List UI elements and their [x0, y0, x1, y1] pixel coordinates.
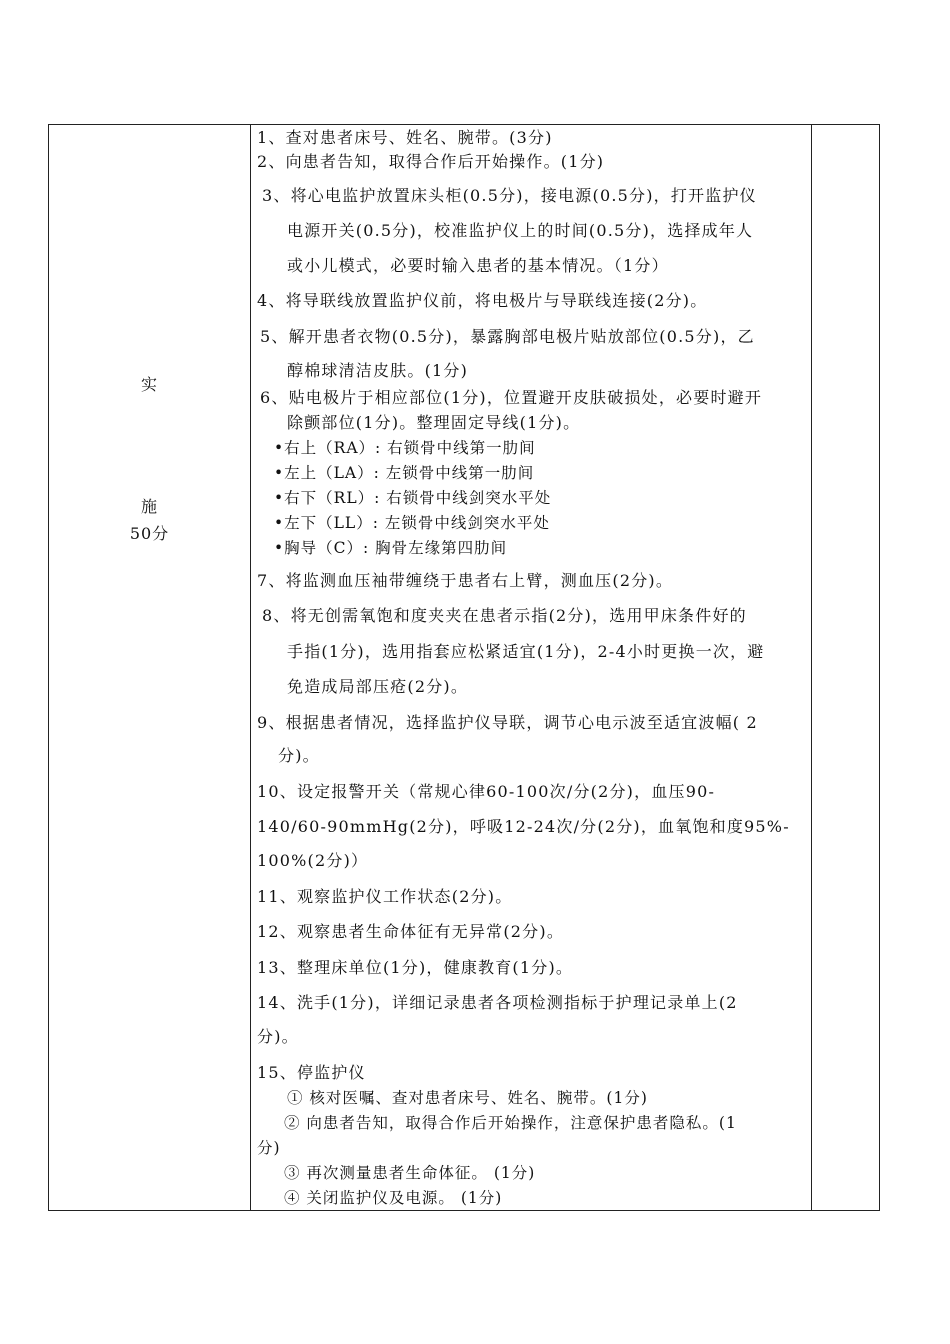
sub-step-line: ① 核对医嘱、查对患者床号、姓名、腕带。(1分) [287, 1089, 648, 1107]
step-line: 电源开关(0.5分)，校准监护仪上的时间(0.5分)，选择成年人 [287, 221, 754, 240]
step-line: 5、解开患者衣物(0.5分)，暴露胸部电极片贴放部位(0.5分)，乙 [260, 327, 755, 346]
sub-step-line: ④ 关闭监护仪及电源。 (1分) [284, 1189, 503, 1207]
step-line: 140/60-90mmHg(2分)，呼吸12-24次/分(2分)，血氧饱和度95%- [257, 817, 790, 836]
step-line: 或小儿模式，必要时输入患者的基本情况。（1分） [287, 256, 669, 275]
step-line: 2、向患者告知，取得合作后开始操作。(1分) [257, 152, 605, 171]
step-line: 14、洗手(1分)，详细记录患者各项检测指标于护理记录单上(2 [257, 993, 738, 1012]
sub-step-line: ③ 再次测量患者生命体征。 (1分) [284, 1164, 536, 1182]
step-line: 分)。 [278, 746, 320, 765]
sub-step-line: 分) [257, 1139, 281, 1157]
step-line: 1、查对患者床号、姓名、腕带。(3分) [257, 128, 553, 147]
column-divider [250, 125, 251, 1210]
step-line: 8、将无创需氧饱和度夹夹在患者示指(2分)，选用甲床条件好的 [262, 606, 747, 625]
electrode-item: •胸导（C）: 胸骨左缘第四肋间 [274, 539, 508, 557]
step-line: 手指(1分)，选用指套应松紧适宜(1分)，2-4小时更换一次，避 [287, 642, 765, 661]
section-label-cell [49, 125, 250, 1210]
step-line: 6、贴电极片于相应部位(1分)，位置避开皮肤破损处，必要时避开 [260, 388, 763, 407]
step-line: 3、将心电监护放置床头柜(0.5分)，接电源(0.5分)，打开监护仪 [262, 186, 757, 205]
electrode-item: •右下（RL）: 右锁骨中线剑突水平处 [274, 489, 552, 507]
step-line: 免造成局部压疮(2分)。 [287, 677, 469, 696]
step-line: 除颤部位(1分)。整理固定导线(1分)。 [287, 413, 581, 432]
step-line: 10、设定报警开关（常规心律60-100次/分(2分)，血压90- [257, 782, 716, 801]
section-label-char: 施 [140, 497, 158, 516]
step-line: 7、将监测血压袖带缠绕于患者右上臂，测血压(2分)。 [257, 571, 674, 590]
step-line: 醇棉球清洁皮肤。(1分) [287, 361, 469, 380]
step-line: 13、整理床单位(1分)，健康教育(1分)。 [257, 958, 574, 977]
electrode-item: •左上（LA）: 左锁骨中线第一肋间 [274, 464, 535, 482]
step-line: 12、观察患者生命体征有无异常(2分)。 [257, 922, 565, 941]
step-line: 100%(2分)） [257, 851, 369, 870]
section-score: 50分 [129, 524, 170, 543]
step-line: 11、观察监护仪工作状态(2分)。 [257, 887, 513, 906]
column-divider [811, 125, 812, 1210]
electrode-item: •右上（RA）: 右锁骨中线第一肋间 [274, 439, 536, 457]
section-label-char: 实 [140, 375, 158, 394]
sub-step-line: ② 向患者告知，取得合作后开始操作，注意保护患者隐私。(1 [284, 1114, 737, 1132]
step-line: 15、停监护仪 [257, 1063, 366, 1082]
electrode-item: •左下（LL）: 左锁骨中线剑突水平处 [274, 514, 550, 532]
step-line: 9、根据患者情况，选择监护仪导联，调节心电示波至适宜波幅( 2 [257, 713, 758, 732]
procedure-table [48, 124, 880, 1211]
step-line: 4、将导联线放置监护仪前，将电极片与导联线连接(2分)。 [257, 291, 708, 310]
step-line: 分)。 [257, 1027, 299, 1046]
